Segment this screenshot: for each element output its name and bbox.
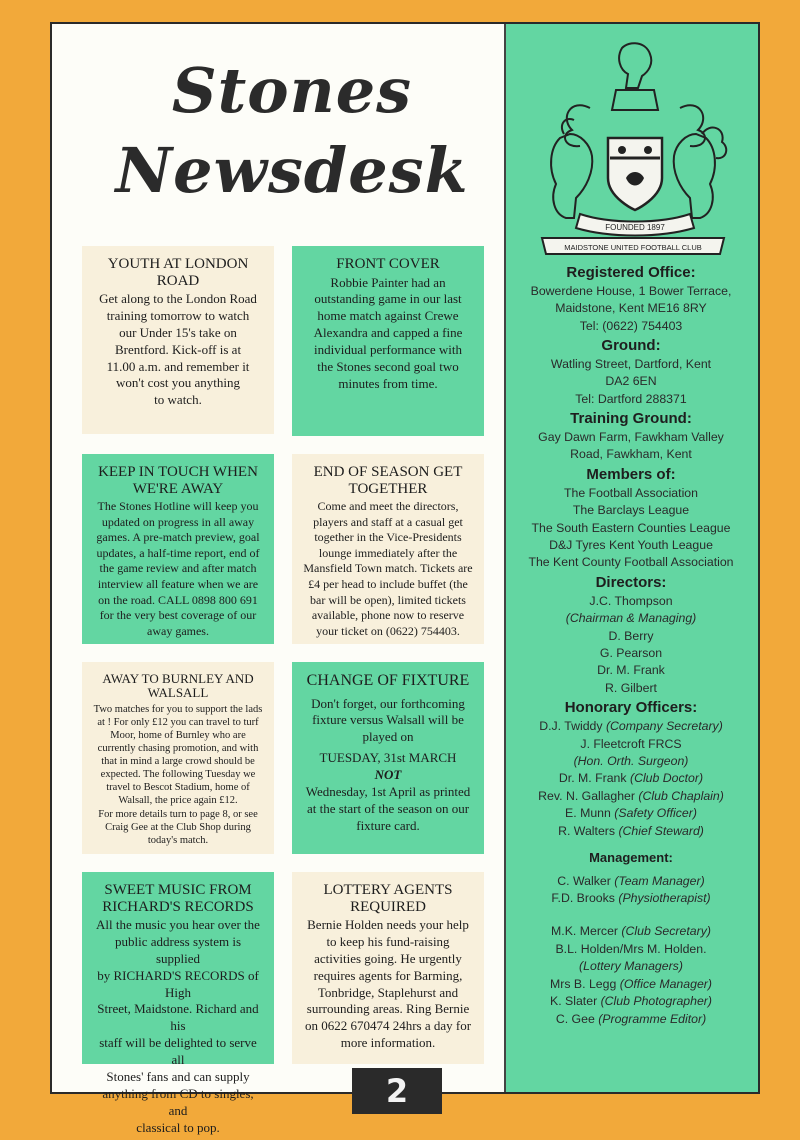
info-line: J. Fleetcroft FRCS	[580, 736, 682, 751]
crest-ribbon-club: MAIDSTONE UNITED FOOTBALL CLUB	[564, 243, 702, 252]
news-box-title: CHANGE OF FIXTURE	[306, 672, 470, 689]
news-column	[52, 24, 504, 1135]
info-line: The South Eastern Counties League	[531, 520, 731, 535]
info-line: Watling Street, Dartford, Kent	[550, 356, 712, 371]
honorary-officers-heading: Honorary Officers:	[564, 699, 698, 717]
info-line: The Barclays League	[572, 503, 690, 518]
news-box-front-cover	[292, 246, 484, 436]
news-box-away-trips	[82, 662, 274, 854]
info-line: Gay Dawn Farm, Fawkham Valley	[538, 429, 724, 444]
news-box-body: Bernie Holden needs your help to keep his fund-raising activities going. He urgently requires agents for Barming, Tonbridge, Staplehurst and surrounding areas. Ring Bernie on 0622 670474 24hrs a day for more information.	[304, 917, 472, 1051]
fixture-not: NOT	[374, 767, 402, 783]
info-line: The Kent County Football Association	[528, 555, 734, 570]
members-heading: Members of:	[586, 465, 676, 483]
news-box-lottery-agents	[292, 872, 484, 1064]
info-line: D&J Tyres Kent Youth League	[549, 537, 713, 552]
info-line: D.J. Twiddy (Company Secretary)	[539, 719, 723, 734]
info-line: C. Gee (Programme Editor)	[555, 1011, 707, 1026]
news-box-body: Two matches for you to support the lads at ! For only £12 you can travel to turf Moor, home of Burnley who are currently chasing promotion, and with that in mind a large crowd should be expected. The following Tuesday we travel to Bescot Stadium, home of Walsall, the price again £12. For more details turn to page 8, or see Craig Gee at the Club Shop during today's match.	[93, 703, 263, 846]
info-line: (Lottery Managers)	[579, 959, 683, 974]
news-box-title: YOUTH AT LONDON ROAD	[107, 256, 249, 289]
info-line: E. Munn (Safety Officer)	[565, 806, 697, 821]
news-box-title: SWEET MUSIC FROM RICHARD'S RECORDS	[102, 882, 254, 915]
info-line: J.C. Thompson	[589, 593, 673, 608]
info-line: Maidstone, Kent ME16 8RY	[555, 301, 707, 316]
news-box-sweet-music	[82, 872, 274, 1135]
info-line: M.K. Mercer (Club Secretary)	[551, 924, 711, 939]
news-box-title: FRONT COVER	[336, 256, 440, 272]
news-box-body: Robbie Painter had an outstanding game in our last home match against Crewe Alexandra and capped a fine individual performance with the Stones second goal two minutes from time.	[313, 274, 463, 391]
info-line: F.D. Brooks (Physiotherapist)	[551, 890, 711, 905]
newsdesk-page	[50, 22, 760, 1135]
page-title-line2: Newsdesk	[115, 134, 469, 207]
news-box-title: LOTTERY AGENTS REQUIRED	[323, 882, 453, 915]
info-line: (Hon. Orth. Surgeon)	[573, 754, 689, 769]
news-box-youth	[82, 246, 274, 434]
news-box-body: All the music you hear over the public address system is supplied by RICHARD'S RECORDS of High Street, Maidstone. Richard and his staff will be delighted to serve all Stones' fans and can supply anything from CD to singles, and classical to pop.	[96, 917, 260, 1135]
news-box-keep-in-touch	[82, 454, 274, 644]
info-line: R. Walters (Chief Steward)	[558, 823, 704, 838]
info-line: Dr. M. Frank (Club Doctor)	[558, 771, 704, 786]
club-info	[506, 262, 756, 1028]
page-number: 2	[352, 1068, 442, 1114]
info-line: Tel: (0622) 754403	[579, 318, 683, 333]
info-line: Mrs B. Legg (Office Manager)	[550, 976, 712, 991]
page-title-line1: Stones	[171, 54, 413, 127]
news-box-title: END OF SEASON GET TOGETHER	[313, 464, 463, 497]
news-box-body: Come and meet the directors, players and staff at a casual get together in the Vice-Presidents lounge immediately after the Mansfield Town match. Tickets are £4 per head to include buffet (the bar will be open), limited tickets available, phone now to reserve your ticket on (0622) 754403.	[303, 499, 473, 638]
club-info-column	[504, 24, 758, 1092]
info-line: C. Walker (Team Manager)	[557, 873, 705, 888]
ground-heading: Ground:	[601, 337, 661, 355]
news-box-title: KEEP IN TOUCH WHEN WE'RE AWAY	[98, 464, 258, 497]
info-line: (Chairman & Managing)	[565, 611, 697, 626]
info-line: G. Pearson	[599, 646, 663, 660]
info-line: Dr. M. Frank	[597, 663, 665, 678]
info-line: The Football Association	[564, 485, 698, 500]
info-line: Tel: Dartford 288371	[575, 391, 687, 406]
news-box-end-of-season	[292, 454, 484, 644]
fixture-date: TUESDAY, 31st MARCH	[319, 750, 457, 766]
news-box-body: Don't forget, our forthcoming fixture versus Walsall will be played on TUESDAY, 31st MARCH NOT Wednesday, 1st April as printed at the start of the season on our fixture card.	[302, 696, 474, 835]
news-box-body: Get along to the London Road training tomorrow to watch our Under 15's take on Brentford. Kick-off is at 11.00 a.m. and remember it won't cost you anything to watch.	[99, 291, 257, 408]
news-box-title: AWAY TO BURNLEY AND WALSALL	[102, 671, 254, 701]
info-line: K. Slater (Club Photographer)	[550, 994, 712, 1009]
info-line: DA2 6EN	[605, 374, 657, 389]
news-box-change-of-fixture	[292, 662, 484, 854]
crest-ribbon-founded: FOUNDED 1897	[605, 223, 665, 232]
info-line: R. Gilbert	[605, 680, 657, 695]
info-line: B.L. Holden/Mrs M. Holden.	[555, 941, 707, 956]
directors-heading: Directors:	[595, 573, 667, 591]
info-line: D. Berry	[608, 628, 654, 643]
management-heading: Management:	[589, 850, 673, 866]
registered-office-heading: Registered Office:	[566, 264, 696, 281]
training-ground-heading: Training Ground:	[570, 410, 692, 428]
info-line: Bowerdene House, 1 Bower Terrace,	[530, 283, 732, 298]
news-box-body: The Stones Hotline will keep you updated on progress in all away games. A pre-match preview, goal updates, a half-time report, end of the game review and after match interview all feature when we are on the road. CALL 0898 800 691 for the very best coverage of our away games.	[96, 499, 260, 638]
info-line: Road, Fawkham, Kent	[570, 447, 692, 462]
info-line: Rev. N. Gallagher (Club Chaplain)	[538, 788, 724, 803]
club-crest-icon	[530, 38, 736, 258]
